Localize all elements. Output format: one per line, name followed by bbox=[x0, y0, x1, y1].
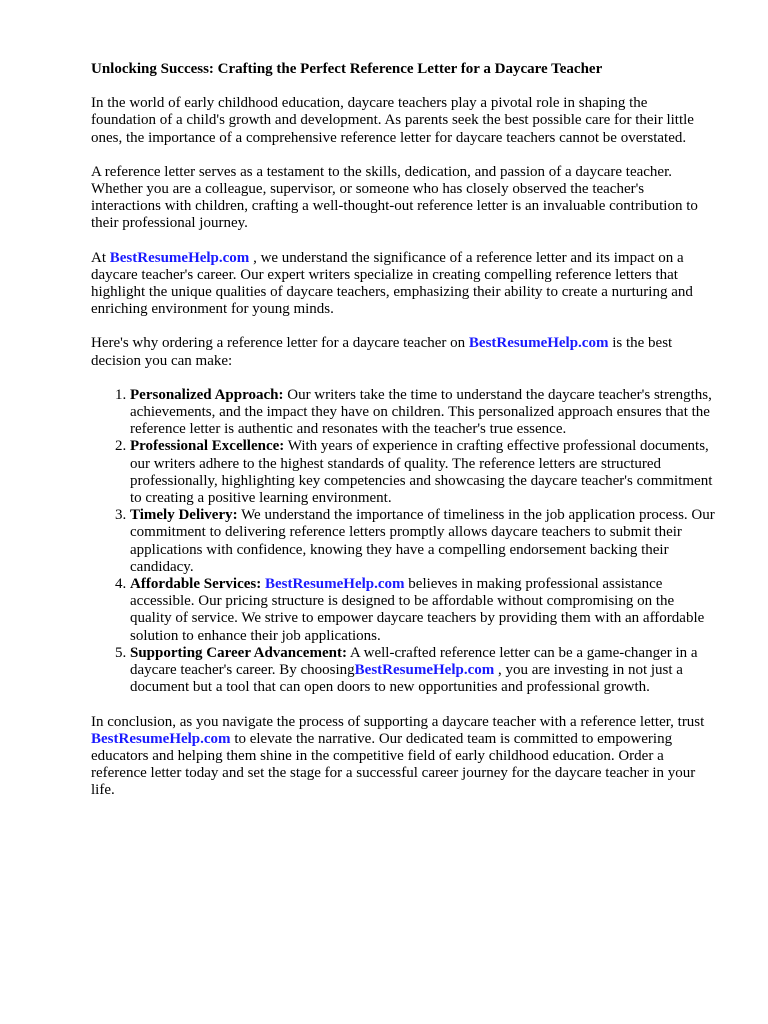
bestresumehelp-link[interactable]: BestResumeHelp.com bbox=[468, 335, 609, 352]
conclusion-text-before: In conclusion, as you navigate the process of supporting a daycare teacher with a reference letter, trust bbox=[91, 713, 705, 730]
why-text-after: is the best decision you can make: bbox=[91, 335, 673, 369]
reasons-list bbox=[91, 387, 716, 697]
item-term: Personalized Approach: bbox=[130, 386, 284, 403]
conclusion-paragraph bbox=[91, 714, 716, 800]
why-text-before: Here's why ordering a reference letter for a daycare teacher on bbox=[91, 335, 469, 352]
bestresumehelp-link[interactable]: BestResumeHelp.com bbox=[354, 662, 495, 679]
item-text: We understand the importance of timeliness in the job application process. Our commitment to delivering reference letters promptly allows daycare teachers to submit their applications with confidence, knowing they have a compelling endorsement backing their candidacy. bbox=[130, 507, 715, 575]
bestresumehelp-link[interactable]: BestResumeHelp.com bbox=[264, 576, 405, 593]
list-item bbox=[130, 438, 716, 507]
conclusion-text-after: to elevate the narrative. Our dedicated team is committed to empowering educators and helping them shine in the competitive field of early childhood education. Order a reference letter today and set the stage for a successful career journey for the daycare teacher in your life. bbox=[91, 730, 696, 799]
bestresumehelp-link[interactable]: BestResumeHelp.com bbox=[109, 249, 250, 266]
list-item bbox=[130, 645, 716, 697]
service-text-before: At bbox=[91, 249, 110, 266]
list-item bbox=[130, 387, 716, 439]
service-text-after: , we understand the significance of a reference letter and its impact on a daycare teacher's career. Our expert writers specialize in creating compelling reference letters that highlight the unique qualities of daycare teachers, emphasizing their ability to create a nurturing and enriching environment for young minds. bbox=[91, 249, 693, 318]
item-text-before: A well-crafted reference letter can be a game-changer in a daycare teacher's career. By choosing bbox=[130, 644, 698, 679]
why-order-paragraph bbox=[91, 335, 716, 369]
list-item bbox=[130, 507, 716, 576]
list-item bbox=[130, 576, 716, 645]
intro-paragraph: In the world of early childhood education, daycare teachers play a pivotal role in shaping the foundation of a child's growth and development. As parents seek the best possible care for their little ones, the importance of a comprehensive reference letter for daycare teachers cannot be overstated. bbox=[91, 95, 694, 146]
item-term: Supporting Career Advancement: bbox=[130, 644, 347, 661]
service-paragraph bbox=[91, 250, 716, 319]
item-term: Timely Delivery: bbox=[130, 507, 238, 524]
item-text: , you are investing in not just a document but a tool that can open doors to new opportunities and professional growth. bbox=[130, 662, 683, 696]
bestresumehelp-link[interactable]: BestResumeHelp.com bbox=[91, 730, 231, 747]
item-term: Professional Excellence: bbox=[130, 438, 285, 455]
item-text: believes in making professional assistance accessible. Our pricing structure is designed to be affordable without compromising on the quality of service. We strive to empower daycare teachers by providing them with an affordable solution to enhance their job applications. bbox=[130, 576, 705, 644]
testament-paragraph: A reference letter serves as a testament to the skills, dedication, and passion of a daycare teacher. Whether you are a colleague, supervisor, or someone who has closely observed the teacher's interactions with children, crafting a well-thought-out reference letter is an invaluable contribution to their professional journey. bbox=[91, 163, 698, 232]
item-text: Our writers take the time to understand the daycare teacher's strengths, achievements, and the impact they have on children. This personalized approach ensures that the reference letter is authentic and resonates with the teacher's true essence. bbox=[130, 386, 712, 438]
item-term: Affordable Services: bbox=[130, 576, 262, 593]
document-title: Unlocking Success: Crafting the Perfect Reference Letter for a Daycare Teacher bbox=[91, 61, 603, 77]
item-text: With years of experience in crafting effective professional documents, our writers adhere to the highest standards of quality. The reference letters are structured professionally, highlighting key competencies and showcasing the daycare teacher's commitment to creating a positive learning environment. bbox=[130, 438, 713, 507]
